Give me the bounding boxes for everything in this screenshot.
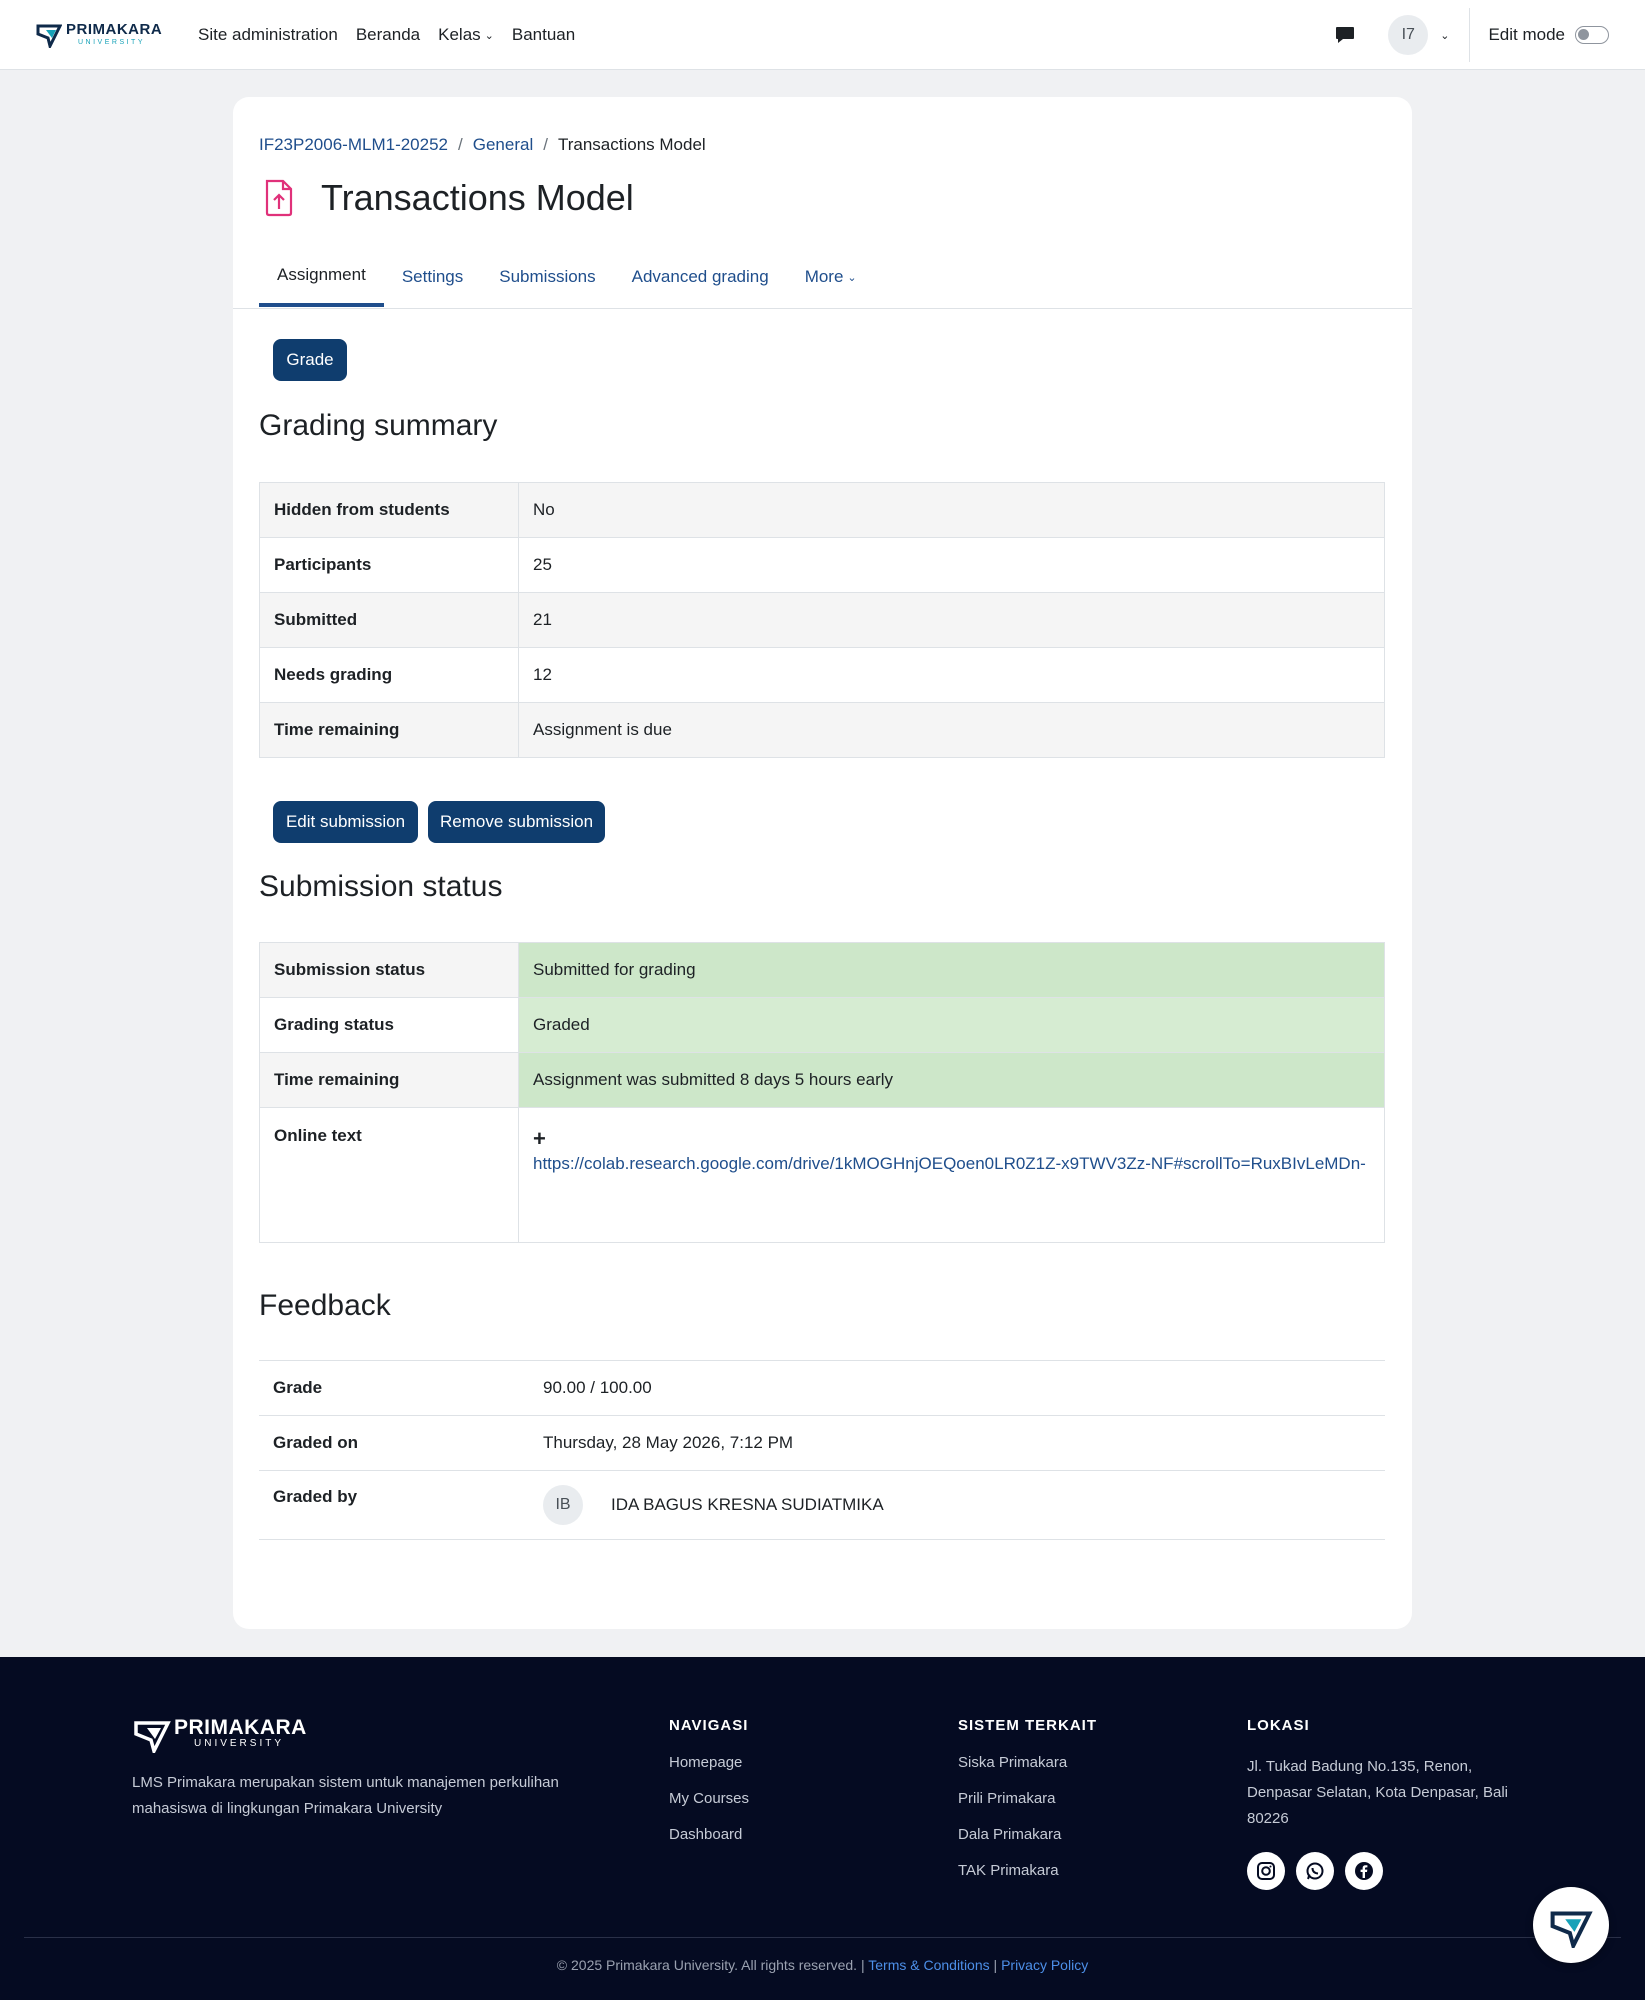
breadcrumb-current: Transactions Model	[557, 135, 706, 154]
row-value: 12	[519, 648, 1385, 703]
primakara-logo-icon	[1548, 1902, 1594, 1948]
feedback-title: Feedback	[259, 1289, 391, 1322]
copyright-text: © 2025 Primakara University. All rights reserved. |	[556, 1957, 865, 1973]
footer-link-homepage[interactable]: Homepage	[669, 1754, 743, 1771]
privacy-link[interactable]: Privacy Policy	[1001, 1957, 1089, 1973]
breadcrumb-separator: /	[458, 135, 463, 154]
footer-divider	[24, 1937, 1621, 1938]
table-row	[260, 943, 1385, 998]
logo-line2: UNIVERSITY	[78, 39, 146, 46]
footer-description: LMS Primakara merupakan sistem untuk manajemen perkulihan mahasiswa di lingkungan Primakara University	[132, 1774, 559, 1817]
grading-summary-title: Grading summary	[259, 409, 498, 442]
footer-sistem-terkait	[958, 1717, 1097, 1898]
row-key: Graded by	[259, 1471, 529, 1540]
breadcrumb-separator: /	[543, 135, 548, 154]
row-value: No	[519, 483, 1385, 538]
nav-beranda[interactable]: Beranda	[355, 25, 421, 44]
top-navbar	[0, 0, 1645, 70]
table-row	[260, 703, 1385, 758]
row-key: Graded on	[259, 1416, 529, 1471]
instagram-icon[interactable]	[1247, 1852, 1285, 1890]
tab-advanced-grading[interactable]: Advanced grading	[631, 267, 769, 286]
assignment-upload-icon	[263, 178, 295, 218]
status-value-submitted: Submitted for grading	[519, 943, 1385, 998]
table-row	[260, 538, 1385, 593]
nav-kelas[interactable]	[438, 25, 494, 45]
row-value: 25	[519, 538, 1385, 593]
footer-link-dala[interactable]: Dala Primakara	[958, 1826, 1062, 1843]
row-key: Hidden from students	[260, 483, 519, 538]
row-key: Participants	[260, 538, 519, 593]
remove-submission-button[interactable]: Remove submission	[428, 801, 605, 843]
online-text-cell	[519, 1108, 1385, 1243]
grading-summary-table	[259, 482, 1385, 758]
row-key: Time remaining	[260, 1053, 519, 1108]
row-key: Grade	[259, 1361, 529, 1416]
table-row	[260, 648, 1385, 703]
submission-status-title: Submission status	[259, 870, 503, 903]
status-value-time: Assignment was submitted 8 days 5 hours early	[519, 1053, 1385, 1108]
tab-assignment[interactable]: Assignment	[259, 247, 384, 307]
primakara-logo-icon	[132, 1713, 172, 1753]
row-key: Online text	[260, 1108, 519, 1243]
site-footer	[0, 1657, 1645, 2000]
nav-divider	[1469, 8, 1470, 62]
footer-address: Jl. Tukad Badung No.135, Renon, Denpasar Selatan, Kota Denpasar, Bali 80226	[1247, 1758, 1508, 1827]
nav-kelas-label: Kelas	[438, 25, 481, 44]
edit-mode-label: Edit mode	[1488, 25, 1565, 44]
footer-logo	[132, 1713, 307, 1753]
nav-site-administration[interactable]: Site administration	[198, 25, 338, 44]
table-row	[259, 1416, 1385, 1471]
row-key: Submission status	[260, 943, 519, 998]
edit-submission-button[interactable]: Edit submission	[273, 801, 418, 843]
primakara-logo-icon	[36, 20, 62, 48]
breadcrumb	[259, 135, 706, 155]
table-row	[260, 998, 1385, 1053]
page-title: Transactions Model	[321, 177, 634, 218]
floating-logo-button[interactable]	[1533, 1887, 1609, 1963]
edit-mode-toggle[interactable]	[1575, 26, 1609, 44]
status-value-graded: Graded	[519, 998, 1385, 1053]
footer-navigasi-title: NAVIGASI	[669, 1717, 749, 1734]
edit-mode-control	[1488, 25, 1609, 45]
breadcrumb-section[interactable]: General	[472, 135, 534, 154]
chevron-down-icon: ⌄	[847, 271, 857, 284]
messages-icon[interactable]	[1334, 24, 1356, 46]
tab-submissions[interactable]: Submissions	[499, 267, 596, 286]
nav-bantuan[interactable]: Bantuan	[511, 25, 576, 44]
facebook-icon[interactable]	[1345, 1852, 1383, 1890]
footer-navigasi	[669, 1717, 749, 1862]
copyright-bar	[0, 1957, 1645, 1973]
footer-link-dashboard[interactable]: Dashboard	[669, 1826, 743, 1843]
colab-link[interactable]: https://colab.research.google.com/drive/1kMOGHnjOEQoen0LR0Z1Z-x9TWV3Zz-NF#scrollTo=RuxBIvLeMDn-	[533, 1154, 1366, 1173]
primary-nav	[198, 0, 575, 70]
table-row	[260, 1108, 1385, 1243]
table-row	[259, 1361, 1385, 1416]
user-menu-chevron-icon[interactable]: ⌄	[1440, 29, 1450, 42]
row-value: Thursday, 28 May 2026, 7:12 PM	[529, 1416, 1385, 1471]
grader-name[interactable]: IDA BAGUS KRESNA SUDIATMIKA	[611, 1495, 884, 1514]
whatsapp-icon[interactable]	[1296, 1852, 1334, 1890]
tab-settings[interactable]: Settings	[401, 267, 464, 286]
table-row	[260, 483, 1385, 538]
table-row	[260, 593, 1385, 648]
footer-sistem-title: SISTEM TERKAIT	[958, 1717, 1098, 1734]
footer-lokasi-title: LOKASI	[1247, 1717, 1310, 1734]
row-key: Time remaining	[260, 703, 519, 758]
tabs-divider	[233, 308, 1412, 309]
grade-button[interactable]: Grade	[273, 339, 347, 381]
row-value: 21	[519, 593, 1385, 648]
footer-logo-line1: PRIMAKARA	[174, 1716, 307, 1739]
footer-link-my-courses[interactable]: My Courses	[669, 1790, 750, 1807]
row-key: Needs grading	[260, 648, 519, 703]
feedback-table	[259, 1360, 1385, 1540]
site-logo[interactable]	[36, 20, 162, 48]
row-key: Grading status	[260, 998, 519, 1053]
row-value: 90.00 / 100.00	[529, 1361, 1385, 1416]
tab-more-label: More	[804, 267, 844, 286]
breadcrumb-course[interactable]: IF23P2006-MLM1-20252	[259, 135, 449, 154]
secondary-nav-tabs	[259, 247, 875, 309]
table-row	[260, 1053, 1385, 1108]
chevron-down-icon: ⌄	[484, 29, 494, 42]
submission-status-table	[259, 942, 1385, 1243]
expand-plus-icon[interactable]: +	[533, 1126, 546, 1151]
footer-link-prili[interactable]: Prili Primakara	[958, 1790, 1056, 1807]
copyright-separator: |	[993, 1957, 998, 1973]
footer-lokasi	[1247, 1717, 1527, 1890]
grader-avatar[interactable]: IB	[543, 1485, 583, 1525]
row-value	[529, 1471, 1385, 1540]
footer-link-tak[interactable]: TAK Primakara	[958, 1862, 1059, 1879]
logo-line1: PRIMAKARA	[66, 21, 163, 38]
footer-link-siska[interactable]: Siska Primakara	[958, 1754, 1068, 1771]
tab-more[interactable]	[787, 247, 875, 307]
row-key: Submitted	[260, 593, 519, 648]
table-row	[259, 1471, 1385, 1540]
user-avatar[interactable]: I7	[1388, 15, 1428, 55]
footer-logo-line2: UNIVERSITY	[194, 1738, 285, 1749]
main-content-card	[233, 97, 1412, 1629]
row-value: Assignment is due	[519, 703, 1385, 758]
terms-link[interactable]: Terms & Conditions	[868, 1957, 990, 1973]
